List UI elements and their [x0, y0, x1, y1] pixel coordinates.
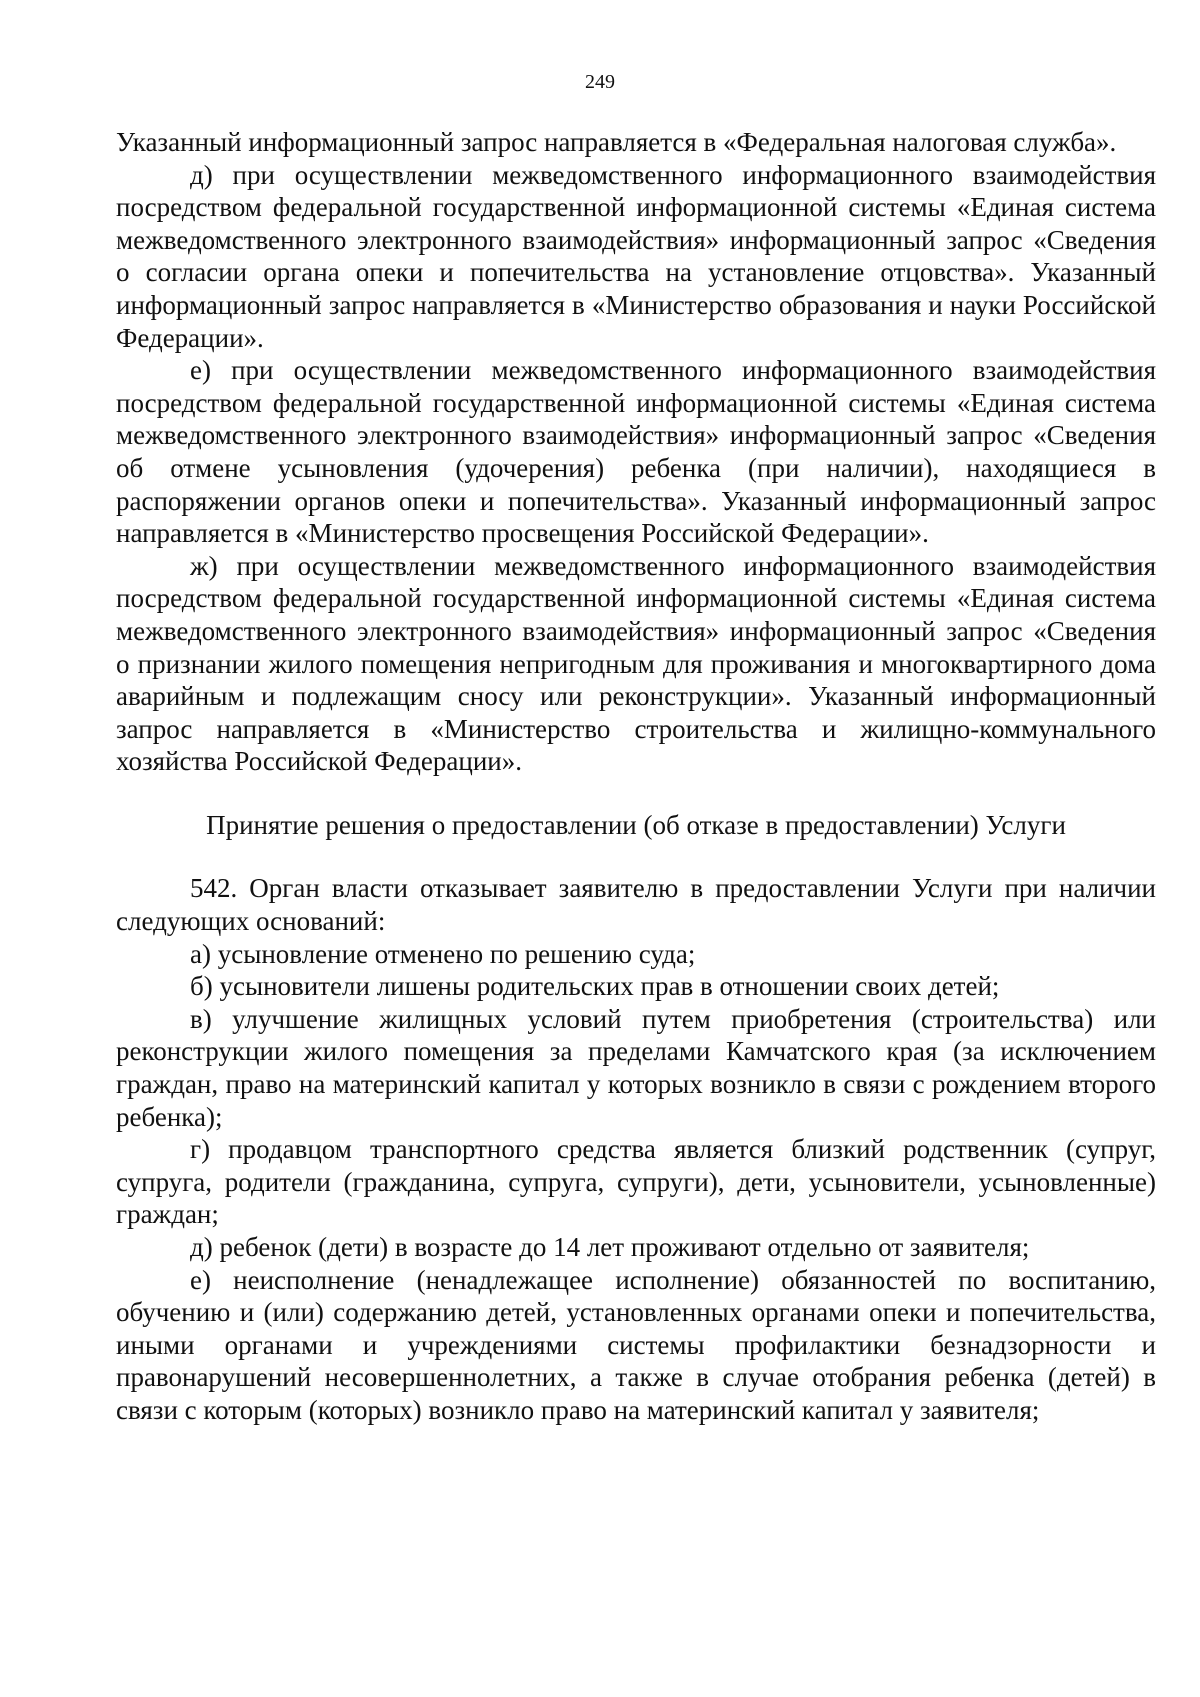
paragraph-item-zh: ж) при осуществлении межведомственного информационного взаимодействия посредством федеральной государственной информационной системы «Единая система межведомственного электронного взаимодействия» информационный запрос «Сведения о признании жилого помещения непригодным для проживания и многоквартирного дома аварийным и подлежащим сносу или реконструкции». Указанный информационный запрос направляется в «Министерство строительства и жилищно-коммунального хозяйства Российской Федерации».	[116, 550, 1156, 777]
paragraph-item-d: д) при осуществлении межведомственного информационного взаимодействия посредством федеральной государственной информационной системы «Единая система межведомственного электронного взаимодействия» информационный запрос «Сведения о согласии органа опеки и попечительства на установление отцовства». Указанный информационный запрос направляется в «Министерство образования и науки Российской Федерации».	[116, 159, 1156, 353]
section-heading: Принятие решения о предоставлении (об отказе в предоставлении) Услуги	[206, 809, 1066, 840]
list-item-e: е) неисполнение (ненадлежащее исполнение) обязанностей по воспитанию, обучению и (или) содержанию детей, установленных органами опеки и попечительства, иными органами и учреждениями системы профилактики безнадзорности и правонарушений несовершеннолетних, а также в случае отобрания ребенка (детей) в связи с которым (которых) возникло право на материнский капитал у заявителя;	[116, 1264, 1156, 1425]
paragraph-continuation: Указанный информационный запрос направляется в «Федеральная налоговая служба».	[116, 127, 1117, 157]
page-number: 249	[585, 71, 615, 93]
list-item-b: б) усыновители лишены родительских прав в отношении своих детей;	[190, 971, 1000, 1002]
list-item-v: в) улучшение жилищных условий путем приобретения (строительства) или реконструкции жилого помещения за пределами Камчатского края (за исключением граждан, право на материнский капитал у которых возникло в связи с рождением второго ребенка);	[116, 1003, 1156, 1132]
list-item-d: д) ребенок (дети) в возрасте до 14 лет проживают отдельно от заявителя;	[190, 1232, 1030, 1262]
document-body	[116, 126, 1156, 1427]
list-item-g: г) продавцом транспортного средства является близкий родственник (супруг, супруга, родители (гражданина, супруга, супруги), дети, усыновители, усыновленные) граждан;	[116, 1134, 1156, 1230]
paragraph-item-e: е) при осуществлении межведомственного информационного взаимодействия посредством федеральной государственной информационной системы «Единая система межведомственного электронного взаимодействия» информационный запрос «Сведения об отмене усыновления (удочерения) ребенка (при наличии), находящиеся в распоряжении органов опеки и попечительства». Указанный информационный запрос направляется в «Министерство просвещения Российской Федерации».	[116, 355, 1156, 549]
paragraph-clause-542: 542. Орган власти отказывает заявителю в предоставлении Услуги при наличии следующих оснований:	[116, 873, 1156, 937]
list-item-a: а) усыновление отменено по решению суда;	[190, 938, 696, 969]
